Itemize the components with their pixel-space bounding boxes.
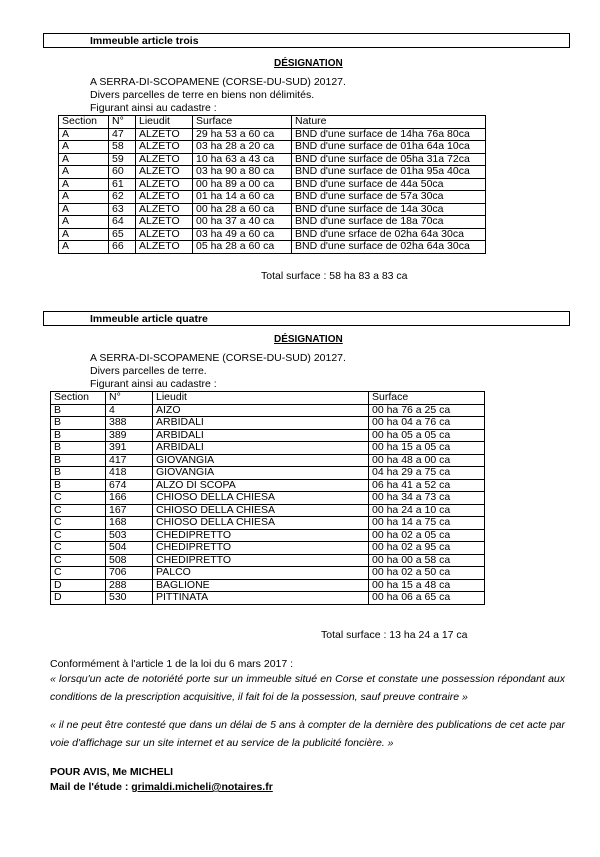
table-cell: B [51, 454, 106, 467]
table-cell: 503 [106, 529, 153, 542]
table-cell: C [51, 492, 106, 505]
mail-link[interactable]: grimaldi.micheli@notaires.fr [131, 781, 273, 793]
section4-header: Immeuble article quatre [90, 313, 208, 325]
table-row [59, 178, 486, 191]
avis-signature: POUR AVIS, Me MICHELI [50, 766, 174, 778]
table-cell: ALZETO [136, 228, 193, 241]
table-row [51, 567, 485, 580]
table-cell: 504 [106, 542, 153, 555]
table-cell: ALZETO [136, 166, 193, 179]
table-row [51, 454, 485, 467]
table-cell: D [51, 592, 106, 605]
table-cell: 00 ha 02 a 95 ca [369, 542, 485, 555]
table-row [59, 141, 486, 154]
table-cell: PITTINATA [153, 592, 369, 605]
table-row [59, 203, 486, 216]
table-cell: GIOVANGIA [153, 454, 369, 467]
table-cell: CHEDIPRETTO [153, 542, 369, 555]
table-cell: 04 ha 29 a 75 ca [369, 467, 485, 480]
section3-description: Divers parcelles de terre en biens non délimités. [90, 89, 315, 101]
table-cell: 00 ha 00 a 58 ca [369, 554, 485, 567]
table-cell: ALZETO [136, 141, 193, 154]
table-cell: 4 [106, 404, 153, 417]
table-cell: CHEDIPRETTO [153, 529, 369, 542]
table-cell: BND d'une srface de 02ha 64a 30ca [292, 228, 486, 241]
table-cell: CHIOSO DELLA CHIESA [153, 492, 369, 505]
table-cell: BND d'une surface de 01ha 64a 10ca [292, 141, 486, 154]
table-cell: A [59, 228, 109, 241]
table-cell: 00 ha 37 a 40 ca [193, 216, 292, 229]
column-header: Surface [369, 392, 485, 405]
table-header-row [59, 116, 486, 129]
column-header: Lieudit [136, 116, 193, 129]
table-cell: 29 ha 53 a 60 ca [193, 128, 292, 141]
table-cell: C [51, 542, 106, 555]
table-cell: 63 [109, 203, 136, 216]
table-row [51, 592, 485, 605]
table-cell: B [51, 467, 106, 480]
table-cell: BND d'une surface de 01ha 95a 40ca [292, 166, 486, 179]
table-cell: C [51, 567, 106, 580]
table-row [51, 479, 485, 492]
table-cell: 00 ha 02 a 05 ca [369, 529, 485, 542]
section4-header-box [43, 311, 570, 326]
table-cell: ALZETO [136, 203, 193, 216]
table-cell: 06 ha 41 a 52 ca [369, 479, 485, 492]
table-cell: 03 ha 49 a 60 ca [193, 228, 292, 241]
table-cell: 65 [109, 228, 136, 241]
table-cell: B [51, 404, 106, 417]
table-header-row [51, 392, 485, 405]
column-header: Section [51, 392, 106, 405]
table-cell: B [51, 442, 106, 455]
table-cell: B [51, 417, 106, 430]
table-row [51, 429, 485, 442]
table-row [59, 128, 486, 141]
table-cell: 58 [109, 141, 136, 154]
table-cell: 00 ha 15 a 48 ca [369, 579, 485, 592]
table-cell: ALZETO [136, 178, 193, 191]
table-cell: A [59, 128, 109, 141]
table-cell: 706 [106, 567, 153, 580]
table-cell: A [59, 241, 109, 254]
table-cell: 00 ha 28 a 60 ca [193, 203, 292, 216]
section3-total: Total surface : 58 ha 83 a 83 ca [261, 270, 408, 282]
table-cell: ALZETO [136, 191, 193, 204]
table-cell: 00 ha 89 a 00 ca [193, 178, 292, 191]
table-cell: B [51, 429, 106, 442]
table-cell: 388 [106, 417, 153, 430]
table-cell: 00 ha 04 a 76 ca [369, 417, 485, 430]
section3-header: Immeuble article trois [90, 35, 199, 47]
table-row [59, 153, 486, 166]
table-cell: 47 [109, 128, 136, 141]
table-cell: A [59, 203, 109, 216]
table-row [51, 504, 485, 517]
table-cell: AIZO [153, 404, 369, 417]
section4-designation: DÉSIGNATION [274, 334, 343, 345]
table-cell: 00 ha 05 a 05 ca [369, 429, 485, 442]
table-row [51, 529, 485, 542]
table-cell: C [51, 529, 106, 542]
table-cell: CHIOSO DELLA CHIESA [153, 517, 369, 530]
table-row [59, 228, 486, 241]
table-row [59, 191, 486, 204]
legal-quote-2: « il ne peut être contesté que dans un délai de 5 ans à compter de la dernière des publications de cet acte par voie d'affichage sur un site internet et au service de la publicité foncière. » [50, 719, 565, 749]
table-row [51, 417, 485, 430]
section4-total: Total surface : 13 ha 24 a 17 ca [321, 629, 468, 641]
mail-label: Mail de l'étude : [50, 781, 132, 793]
table-row [51, 542, 485, 555]
section3-location: A SERRA-DI-SCOPAMENE (CORSE-DU-SUD) 20127. [90, 76, 346, 88]
table-cell: ALZETO [136, 128, 193, 141]
table-cell: 00 ha 06 a 65 ca [369, 592, 485, 605]
column-header: N° [109, 116, 136, 129]
table-cell: 10 ha 63 a 43 ca [193, 153, 292, 166]
table-cell: 00 ha 14 a 75 ca [369, 517, 485, 530]
column-header: Nature [292, 116, 486, 129]
table-cell: ARBIDALI [153, 442, 369, 455]
table-cell: A [59, 166, 109, 179]
table-cell: CHIOSO DELLA CHIESA [153, 504, 369, 517]
table-cell: C [51, 554, 106, 567]
section4-cadastre-table [50, 391, 485, 605]
column-header: Lieudit [153, 392, 369, 405]
section4-location: A SERRA-DI-SCOPAMENE (CORSE-DU-SUD) 20127. [90, 352, 346, 364]
table-row [59, 241, 486, 254]
table-cell: B [51, 479, 106, 492]
table-cell: 166 [106, 492, 153, 505]
table-cell: 00 ha 24 a 10 ca [369, 504, 485, 517]
table-cell: ARBIDALI [153, 429, 369, 442]
section3-header-box [43, 33, 570, 48]
table-cell: 03 ha 28 a 20 ca [193, 141, 292, 154]
table-cell: ALZETO [136, 153, 193, 166]
section4-cadastre-intro: Figurant ainsi au cadastre : [90, 378, 217, 390]
table-cell: 288 [106, 579, 153, 592]
table-cell: 00 ha 02 a 50 ca [369, 567, 485, 580]
table-row [51, 442, 485, 455]
table-cell: BND d'une surface de 57a 30ca [292, 191, 486, 204]
table-cell: 391 [106, 442, 153, 455]
table-cell: CHEDIPRETTO [153, 554, 369, 567]
table-cell: 167 [106, 504, 153, 517]
table-cell: 61 [109, 178, 136, 191]
table-cell: BAGLIONE [153, 579, 369, 592]
section3-cadastre-table [58, 115, 486, 254]
table-cell: 674 [106, 479, 153, 492]
table-cell: 64 [109, 216, 136, 229]
table-cell: 62 [109, 191, 136, 204]
table-cell: C [51, 517, 106, 530]
table-cell: 00 ha 15 a 05 ca [369, 442, 485, 455]
table-row [51, 579, 485, 592]
table-cell: BND d'une surface de 14a 30ca [292, 203, 486, 216]
table-cell: A [59, 141, 109, 154]
table-row [51, 467, 485, 480]
table-cell: ARBIDALI [153, 417, 369, 430]
column-header: Surface [193, 116, 292, 129]
table-row [51, 404, 485, 417]
table-cell: A [59, 153, 109, 166]
table-row [51, 554, 485, 567]
table-cell: PALCO [153, 567, 369, 580]
table-cell: 01 ha 14 a 60 ca [193, 191, 292, 204]
table-cell: GIOVANGIA [153, 467, 369, 480]
table-cell: C [51, 504, 106, 517]
table-cell: ALZETO [136, 216, 193, 229]
table-cell: ALZO DI SCOPA [153, 479, 369, 492]
table-row [59, 216, 486, 229]
table-cell: BND d'une surface de 44a 50ca [292, 178, 486, 191]
table-cell: 59 [109, 153, 136, 166]
table-cell: ALZETO [136, 241, 193, 254]
table-cell: BND d'une surface de 18a 70ca [292, 216, 486, 229]
table-row [51, 517, 485, 530]
table-cell: 03 ha 90 a 80 ca [193, 166, 292, 179]
legal-quote-1: « lorsqu'un acte de notoriété porte sur un immeuble situé en Corse et constate une possession répondant aux conditions de la prescription acquisitive, il fait foi de la possession, sauf preuve contraire » [50, 673, 565, 703]
section4-description: Divers parcelles de terre. [90, 365, 207, 377]
table-cell: D [51, 579, 106, 592]
column-header: N° [106, 392, 153, 405]
table-cell: A [59, 191, 109, 204]
table-cell: 530 [106, 592, 153, 605]
table-cell: 00 ha 76 a 25 ca [369, 404, 485, 417]
legal-intro: Conformément à l'article 1 de la loi du 6 mars 2017 : [50, 658, 294, 670]
table-cell: 60 [109, 166, 136, 179]
table-cell: 168 [106, 517, 153, 530]
table-cell: A [59, 216, 109, 229]
table-cell: A [59, 178, 109, 191]
table-row [59, 166, 486, 179]
table-cell: BND d'une surface de 05ha 31a 72ca [292, 153, 486, 166]
table-cell: 389 [106, 429, 153, 442]
table-cell: BND d'une surface de 02ha 64a 30ca [292, 241, 486, 254]
table-cell: 418 [106, 467, 153, 480]
table-row [51, 492, 485, 505]
section3-designation: DÉSIGNATION [274, 58, 343, 69]
table-cell: 508 [106, 554, 153, 567]
table-cell: 00 ha 34 a 73 ca [369, 492, 485, 505]
table-cell: 66 [109, 241, 136, 254]
column-header: Section [59, 116, 109, 129]
table-cell: 00 ha 48 a 00 ca [369, 454, 485, 467]
table-cell: 05 ha 28 a 60 ca [193, 241, 292, 254]
mail-line [50, 781, 273, 793]
table-cell: 417 [106, 454, 153, 467]
section3-cadastre-intro: Figurant ainsi au cadastre : [90, 102, 217, 114]
table-cell: BND d'une surface de 14ha 76a 80ca [292, 128, 486, 141]
